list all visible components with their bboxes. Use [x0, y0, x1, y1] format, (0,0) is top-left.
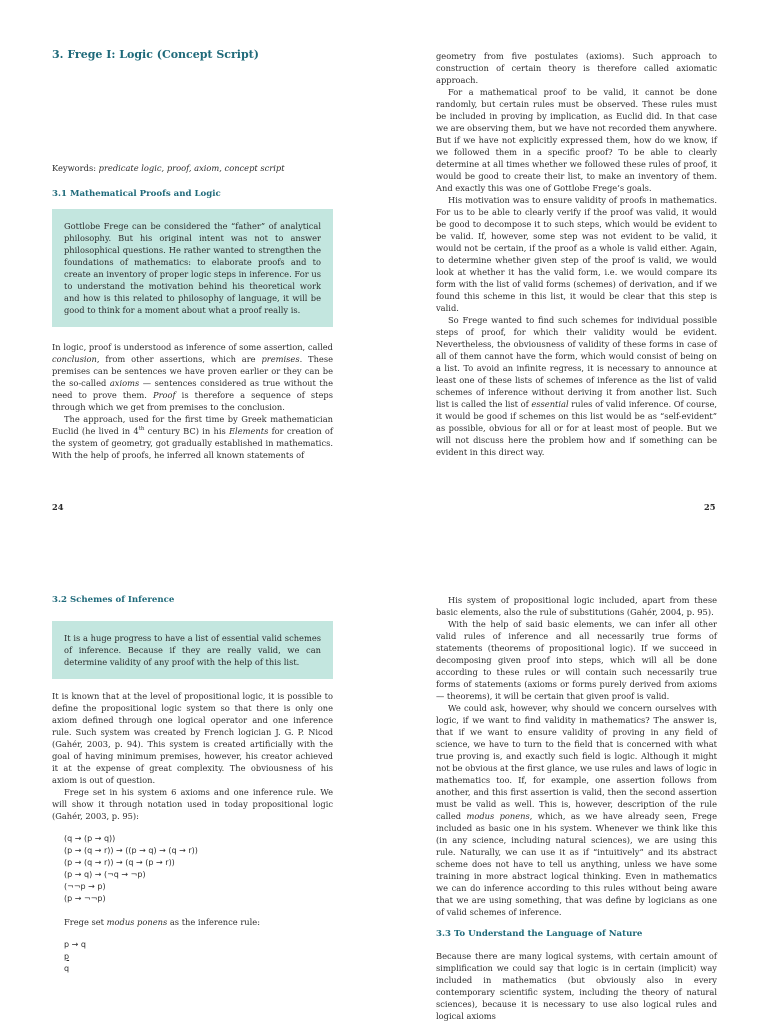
paragraph-proof-definition: In logic, proof is understood as inference of some assertion, called conclusion, from other assertions, which are premises. These premises can be sentences we have proven earlier or they can be the so-called axioms — sentences considered as true without the need to prove them. Proof is therefore a sequence of steps through which we get from premises to the conclusion.: [52, 342, 334, 412]
axiom-4: (p → q) → (¬q → ¬p): [64, 870, 146, 879]
page-number-25: 25: [704, 502, 716, 512]
page-25-column: [436, 50, 717, 458]
lower-left-column: [52, 594, 333, 975]
axiom-6: (p → ¬¬p): [64, 894, 106, 903]
rule-premise-2: p: [64, 952, 70, 961]
summary-box-1-text: Gottlobe Frege can be considered the “father” of analytical philosophy. But his original intent was not to answer philosophical questions. He rather wanted to strengthen the foundations of mathematics: to elaborate proofs and to create an inventory of proper logic steps in inference. For us to understand the motivation behind his theoretical work and how is this related to philosophy of language, it will be good to think for a moment about what a proof really is.: [64, 221, 321, 315]
page-number-24: 24: [52, 502, 64, 512]
summary-box-2: [52, 621, 333, 679]
paragraph-substitutions: His system of propositional logic included, apart from these basic elements, also the rule of substitutions (Gahér, 2004, p. 95).: [436, 595, 717, 617]
summary-box-2-text: It is a huge progress to have a list of essential valid schemes of inference. Because if they are really valid, we can determine validity of any proof with the help of this list.: [64, 633, 321, 667]
page-24-column: [52, 188, 333, 461]
section-3-3-title: 3.3 To Understand the Language of Nature: [436, 929, 643, 939]
paragraph-frege-axioms: Frege set in his system 6 axioms and one inference rule. We will show it through notation used in today propositional logic (Gahér, 2003, p. 95):: [52, 787, 333, 821]
paragraph-modus-ponens: Frege set modus ponens as the inference rule:: [64, 917, 260, 927]
inference-rule: [64, 939, 333, 975]
paragraph-schemes: So Frege wanted to find such schemes for individual possible steps of proof, for which their validity would be evident. Nevertheless, the obviousness of validity of these forms in case of all of them cannot have the form, which would consist of being on a list. To avoid an infinite regress, it is necessary to announce at least one of these lists of schemes of inference as the list of valid schemes of inference without deriving it from another list. Such list is called the list of essential rules of valid inference. Of course, it would be good if schemes on this list would be as “self-evident” as possible, obvious for all or for at least most of people. But we will not discuss here the problem how and if something can be evident in this direct way.: [436, 315, 718, 457]
axiom-list: [64, 833, 333, 905]
rule-conclusion: q: [64, 964, 70, 973]
paragraph-axiomatic: geometry from five postulates (axioms). Such approach to construction of certain theory is therefore called axiomatic approach.: [436, 51, 717, 85]
keywords-label: Keywords:: [52, 163, 97, 173]
paragraph-nicod: It is known that at the level of propositional logic, it is possible to define the propositional logic system so that there is only one axiom defined through one logical operator and one inference rule. Such system was created by French logician J. G. P. Nicod (Gahér, 2003, p. 94). This system is created artificially with the goal of having minimum premises, however, his creator achieved it at the expense of great complexity. The obviousness of his axiom is out of question.: [52, 691, 333, 785]
chapter-title: 3. Frege I: Logic (Concept Script): [52, 48, 259, 61]
axiom-3: (p → (q → r)) → (q → (p → r)): [64, 858, 175, 867]
axiom-5: (¬¬p → p): [64, 882, 106, 891]
paragraph-motivation: His motivation was to ensure validity of proofs in mathematics. For us to be able to clearly verify if the proof was valid, it would be good to decompose it to such steps, which would be evident to be valid. If, however, some step was not evident to be valid, it would not be certain, if the proof as a whole is valid either. Again, to determine whether given step of the proof is valid, we would look at whether it has the valid form, i.e. we would compare its form with the list of valid forms (schemes) of derivation, and if we found this scheme in this list, it would be clear that this step is valid.: [436, 195, 717, 313]
axiom-1: (q → (p → q)): [64, 834, 116, 843]
axiom-2: (p → (q → r)) → ((p → q) → (q → r)): [64, 846, 198, 855]
paragraph-rules: For a mathematical proof to be valid, it cannot be done randomly, but certain rules must be observed. These rules must be included in proving by implication, as Euclid did. In that case we are observing them, but we have not recorded them anywhere. But if we have not explicitly expressed them, how do we know, if we followed them in a specific proof? To be able to clearly determine at all times whether we followed these rules of proof, it would be good to create their list, to make an inventory of them. And exactly this was one of Gottlobe Frege’s goals.: [436, 87, 717, 193]
paragraph-language-of-nature: Because there are many logical systems, with certain amount of simplification we could say that logic is in certain (implicit) way included in mathematics (but obviously also in every contemporary scientific system, including the theory of natural sciences), because it is necessary to use also logical rules and logical axioms: [436, 951, 717, 1021]
paragraph-euclid: The approach, used for the first time by Greek mathematician Euclid (he lived in 4th century BC) in his Elements for creation of the system of geometry, got gradually established in mathematics. With the help of proofs, he inferred all known statements of: [52, 414, 333, 460]
summary-box-1: [52, 209, 333, 327]
section-3-2-title: 3.2 Schemes of Inference: [52, 595, 175, 605]
rule-premise-1: p → q: [64, 940, 86, 949]
section-3-1-title: 3.1 Mathematical Proofs and Logic: [52, 189, 221, 199]
keywords-terms: predicate logic, proof, axiom, concept script: [98, 163, 285, 173]
keywords: [52, 163, 285, 173]
paragraph-why-logic: We could ask, however, why should we concern ourselves with logic, if we want to find validity in mathematics? The answer is, that if we want to ensure validity of proving in any field of science, we have to turn to the field that is concerned with what true proving is, and exactly such field is logic. Although it might not be obvious at the first glance, we use rules and laws of logic in mathematics too. If, for example, one assertion follows from another, and this first assertion is valid, then the second assertion must be valid as well. This is, however, description of the rule called modus ponens, which, as we have already seen, Frege included as basic one in his system. Whenever we think like this (in any science, including natural sciences), we are using this rule. Naturally, we can use it as if “intuitively” and its abstract scheme does not have to tell us anything, unless we have some training in more abstract logical thinking. Even in mathematics we can do inference according to this rules without being aware that we are using something, that was define by logicians as one of valid schemes of inference.: [436, 703, 718, 917]
paragraph-basic-elements: With the help of said basic elements, we can infer all other valid rules of inference and all necessarily true forms of statements (theorems of propositional logic). If we succeed in decomposing given proof into steps, which will all be done according to these rules or will contain such necessarily true forms of statements (axioms or forms purely derived from axioms — theorems), it will be certain that given proof is valid.: [436, 619, 717, 701]
lower-right-column: [436, 594, 717, 1022]
